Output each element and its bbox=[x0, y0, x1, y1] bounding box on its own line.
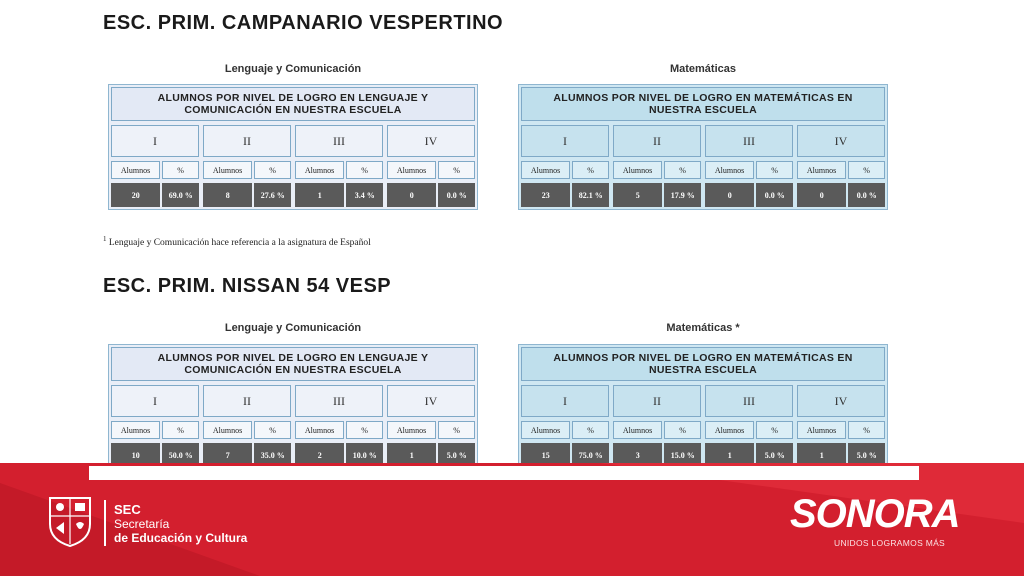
value-alumnos: 0 bbox=[387, 183, 436, 207]
col-alumnos: Alumnos bbox=[705, 161, 754, 179]
col-alumnos: Alumnos bbox=[295, 161, 344, 179]
footnote bbox=[103, 235, 371, 248]
col-alumnos: Alumnos bbox=[387, 161, 436, 179]
footnote-mark: 1 bbox=[103, 235, 107, 243]
col-pct: % bbox=[254, 161, 291, 179]
col-pct: % bbox=[572, 421, 609, 439]
sec-line-2: Secretaría bbox=[114, 517, 170, 531]
value-alumnos: 10 bbox=[111, 443, 160, 467]
level-header: II bbox=[203, 385, 291, 417]
value-pct: 5.0 % bbox=[438, 443, 475, 467]
level-header: I bbox=[111, 125, 199, 157]
level-header: IV bbox=[797, 385, 885, 417]
school-title: ESC. PRIM. NISSAN 54 VESP bbox=[103, 275, 392, 297]
col-pct: % bbox=[162, 421, 199, 439]
col-alumnos: Alumnos bbox=[613, 161, 662, 179]
col-alumnos: Alumnos bbox=[613, 421, 662, 439]
achievement-table bbox=[108, 344, 478, 468]
col-alumnos: Alumnos bbox=[797, 161, 846, 179]
col-alumnos: Alumnos bbox=[111, 421, 160, 439]
value-pct: 0.0 % bbox=[438, 183, 475, 207]
level-header: IV bbox=[387, 125, 475, 157]
col-pct: % bbox=[664, 161, 701, 179]
value-pct: 10.0 % bbox=[346, 443, 383, 467]
value-pct: 50.0 % bbox=[162, 443, 199, 467]
value-pct: 5.0 % bbox=[756, 443, 793, 467]
level-header: II bbox=[613, 385, 701, 417]
value-pct: 75.0 % bbox=[572, 443, 609, 467]
col-alumnos: Alumnos bbox=[705, 421, 754, 439]
value-alumnos: 20 bbox=[111, 183, 160, 207]
col-pct: % bbox=[664, 421, 701, 439]
col-pct: % bbox=[848, 421, 885, 439]
level-header: III bbox=[705, 125, 793, 157]
subject-label: Matemáticas * bbox=[666, 322, 740, 334]
table-header: ALUMNOS POR NIVEL DE LOGRO EN MATEMÁTICAS EN NUESTRA ESCUELA bbox=[521, 347, 885, 381]
table-header: ALUMNOS POR NIVEL DE LOGRO EN LENGUAJE Y COMUNICACIÓN EN NUESTRA ESCUELA bbox=[111, 347, 475, 381]
col-pct: % bbox=[162, 161, 199, 179]
value-alumnos: 1 bbox=[705, 443, 754, 467]
col-alumnos: Alumnos bbox=[111, 161, 160, 179]
value-pct: 27.6 % bbox=[254, 183, 291, 207]
col-pct: % bbox=[438, 161, 475, 179]
sec-logo-text bbox=[114, 502, 247, 545]
footnote-text: Lenguaje y Comunicación hace referencia a la asignatura de Español bbox=[108, 238, 371, 249]
col-pct: % bbox=[346, 161, 383, 179]
sonora-tagline: UNIDOS LOGRAMOS MÁS bbox=[834, 538, 946, 548]
col-pct: % bbox=[756, 161, 793, 179]
level-header: I bbox=[521, 125, 609, 157]
value-alumnos: 7 bbox=[203, 443, 252, 467]
level-header: III bbox=[295, 125, 383, 157]
col-alumnos: Alumnos bbox=[387, 421, 436, 439]
state-coat-of-arms-icon bbox=[44, 494, 96, 548]
value-pct: 82.1 % bbox=[572, 183, 609, 207]
col-alumnos: Alumnos bbox=[797, 421, 846, 439]
sec-line-3: de Educación y Cultura bbox=[114, 531, 248, 545]
col-pct: % bbox=[756, 421, 793, 439]
value-pct: 15.0 % bbox=[664, 443, 701, 467]
col-alumnos: Alumnos bbox=[203, 421, 252, 439]
value-alumnos: 1 bbox=[797, 443, 846, 467]
value-alumnos: 0 bbox=[797, 183, 846, 207]
sec-acronym: SEC bbox=[114, 502, 141, 517]
col-pct: % bbox=[848, 161, 885, 179]
col-pct: % bbox=[254, 421, 291, 439]
value-pct: 3.4 % bbox=[346, 183, 383, 207]
value-pct: 0.0 % bbox=[756, 183, 793, 207]
col-alumnos: Alumnos bbox=[521, 161, 570, 179]
value-pct: 35.0 % bbox=[254, 443, 291, 467]
subject-label: Lenguaje y Comunicación bbox=[224, 322, 362, 334]
achievement-table bbox=[108, 84, 478, 210]
value-pct: 69.0 % bbox=[162, 183, 199, 207]
value-alumnos: 8 bbox=[203, 183, 252, 207]
value-alumnos: 1 bbox=[295, 183, 344, 207]
value-alumnos: 0 bbox=[705, 183, 754, 207]
table-header: ALUMNOS POR NIVEL DE LOGRO EN MATEMÁTICAS EN NUESTRA ESCUELA bbox=[521, 87, 885, 121]
level-header: III bbox=[705, 385, 793, 417]
value-pct: 17.9 % bbox=[664, 183, 701, 207]
level-header: II bbox=[613, 125, 701, 157]
col-alumnos: Alumnos bbox=[295, 421, 344, 439]
value-alumnos: 23 bbox=[521, 183, 570, 207]
footer-divider bbox=[104, 500, 106, 546]
table-header: ALUMNOS POR NIVEL DE LOGRO EN LENGUAJE Y COMUNICACIÓN EN NUESTRA ESCUELA bbox=[111, 87, 475, 121]
value-alumnos: 1 bbox=[387, 443, 436, 467]
value-alumnos: 2 bbox=[295, 443, 344, 467]
value-alumnos: 5 bbox=[613, 183, 662, 207]
level-header: III bbox=[295, 385, 383, 417]
sonora-brand-logo: SONORA bbox=[790, 492, 960, 536]
level-header: IV bbox=[797, 125, 885, 157]
school-title: ESC. PRIM. CAMPANARIO VESPERTINO bbox=[103, 12, 504, 34]
col-pct: % bbox=[346, 421, 383, 439]
level-header: II bbox=[203, 125, 291, 157]
value-alumnos: 15 bbox=[521, 443, 570, 467]
level-header: IV bbox=[387, 385, 475, 417]
col-alumnos: Alumnos bbox=[203, 161, 252, 179]
achievement-table bbox=[518, 84, 888, 210]
col-pct: % bbox=[438, 421, 475, 439]
value-pct: 5.0 % bbox=[848, 443, 885, 467]
subject-label: Matemáticas bbox=[669, 63, 737, 75]
slide-content-edge bbox=[89, 466, 919, 480]
level-header: I bbox=[111, 385, 199, 417]
level-header: I bbox=[521, 385, 609, 417]
value-pct: 0.0 % bbox=[848, 183, 885, 207]
value-alumnos: 3 bbox=[613, 443, 662, 467]
col-alumnos: Alumnos bbox=[521, 421, 570, 439]
subject-label: Lenguaje y Comunicación bbox=[224, 63, 362, 75]
col-pct: % bbox=[572, 161, 609, 179]
achievement-table bbox=[518, 344, 888, 468]
